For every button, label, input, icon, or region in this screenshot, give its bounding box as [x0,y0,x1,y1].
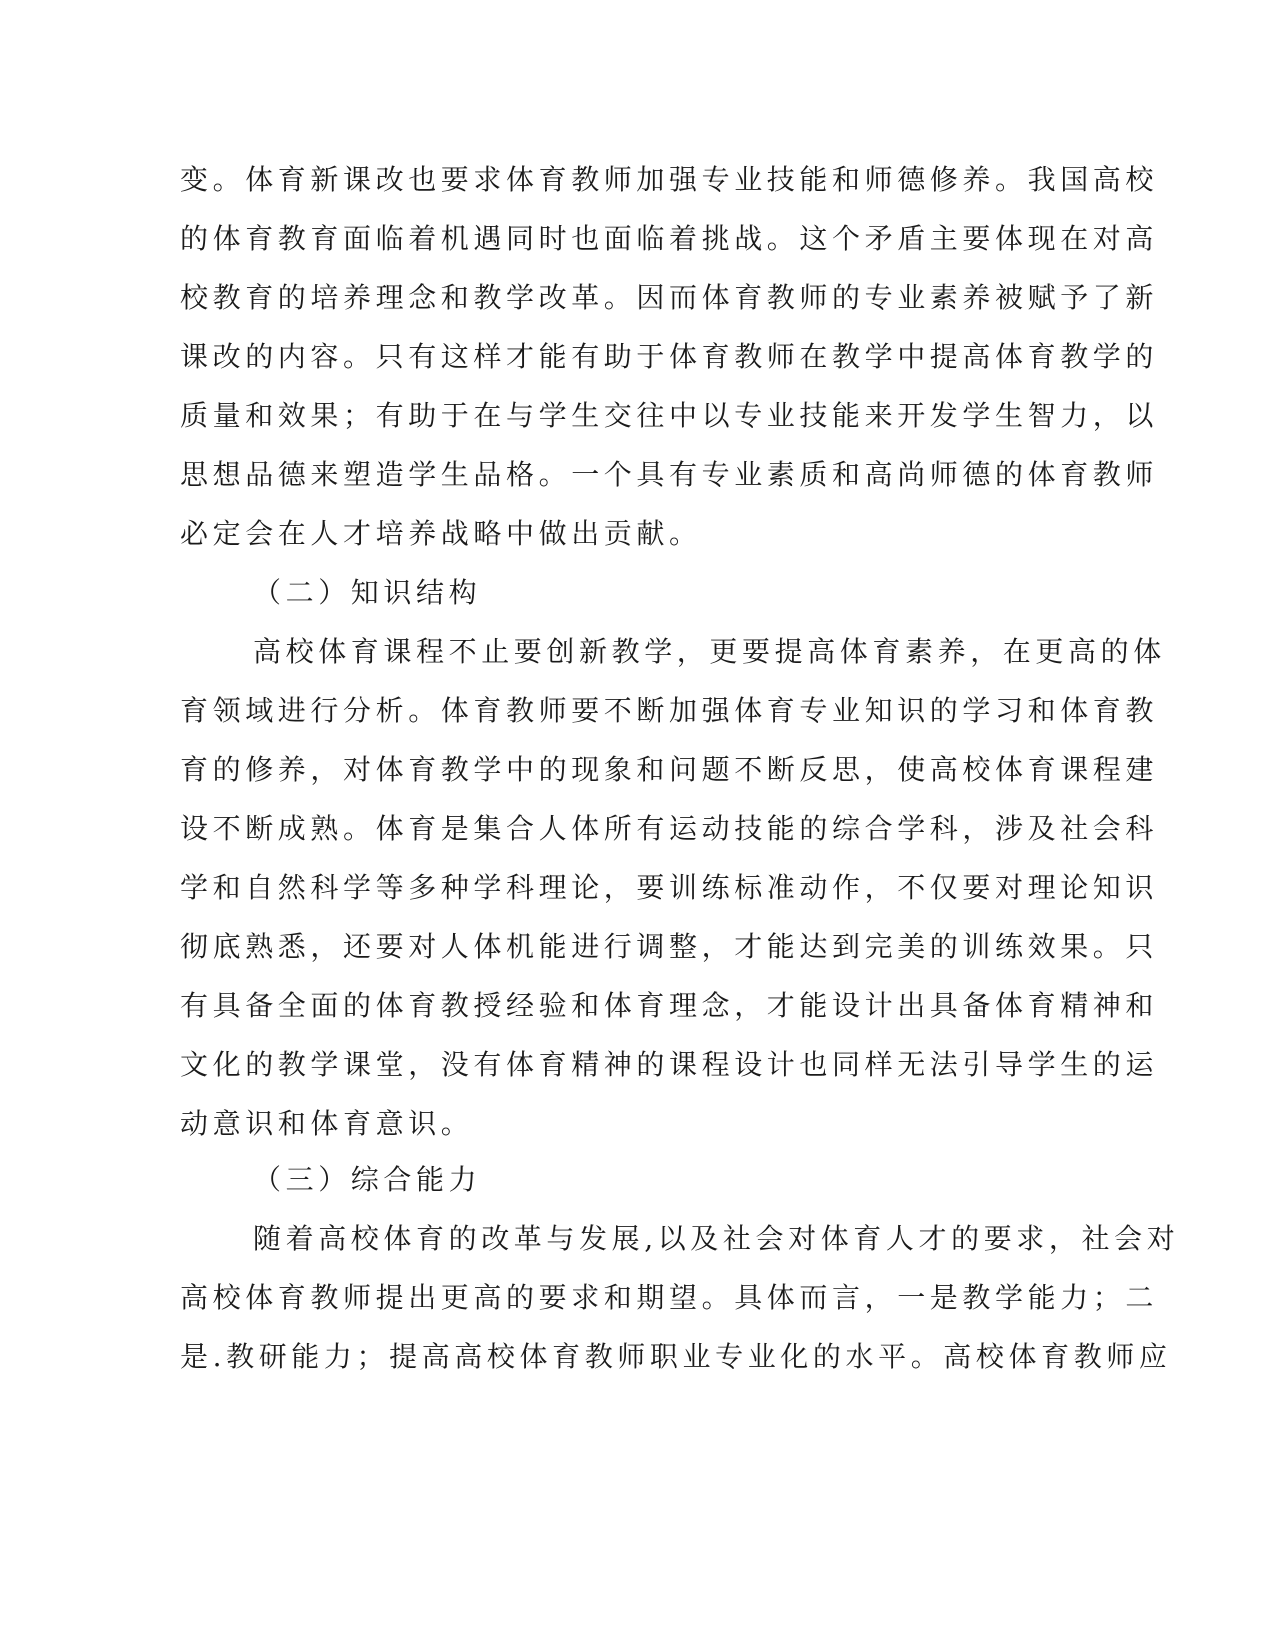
paragraph-line: 是.教研能力；提高高校体育教师职业专业化的水平。高校体育教师应 [180,1340,1172,1373]
section-heading: （三）综合能力 [253,1163,482,1196]
paragraph-line: 动意识和体育意识。 [180,1107,474,1140]
section-heading: （二）知识结构 [253,576,482,609]
paragraph-line: 课改的内容。只有这样才能有助于体育教师在教学中提高体育教学的 [180,340,1159,373]
paragraph-line: 变。体育新课改也要求体育教师加强专业技能和师德修养。我国高校 [180,163,1159,196]
paragraph-line: 高校体育教师提出更高的要求和期望。具体而言，一是教学能力；二 [180,1281,1159,1314]
paragraph-line: 必定会在人才培养战略中做出贡献。 [180,517,702,550]
paragraph-line: 高校体育课程不止要创新教学，更要提高体育素养，在更高的体 [253,635,1166,668]
paragraph-line: 校教育的培养理念和教学改革。因而体育教师的专业素养被赋予了新 [180,281,1159,314]
paragraph-line: 育的修养，对体育教学中的现象和问题不断反思，使高校体育课程建 [180,753,1159,786]
paragraph-line: 文化的教学课堂，没有体育精神的课程设计也同样无法引导学生的运 [180,1048,1159,1081]
paragraph-line: 随着高校体育的改革与发展,以及社会对体育人才的要求，社会对 [253,1222,1180,1255]
paragraph-line: 有具备全面的体育教授经验和体育理念，才能设计出具备体育精神和 [180,989,1159,1022]
paragraph-line: 思想品德来塑造学生品格。一个具有专业素质和高尚师德的体育教师 [180,458,1159,491]
paragraph-line: 设不断成熟。体育是集合人体所有运动技能的综合学科，涉及社会科 [180,812,1159,845]
paragraph-line: 的体育教育面临着机遇同时也面临着挑战。这个矛盾主要体现在对高 [180,222,1159,255]
paragraph-line: 质量和效果；有助于在与学生交往中以专业技能来开发学生智力，以 [180,399,1159,432]
paragraph-line: 彻底熟悉，还要对人体机能进行调整，才能达到完美的训练效果。只 [180,930,1159,963]
paragraph-line: 育领域进行分析。体育教师要不断加强体育专业知识的学习和体育教 [180,694,1159,727]
paragraph-line: 学和自然科学等多种学科理论，要训练标准动作，不仅要对理论知识 [180,871,1159,904]
